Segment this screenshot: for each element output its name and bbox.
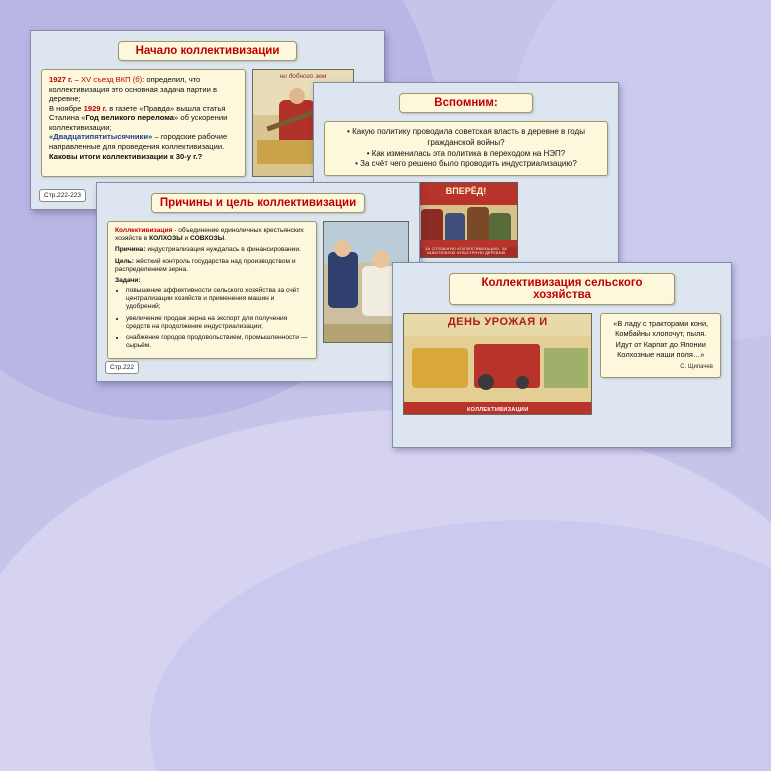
slide-title: Начало коллективизации <box>118 41 297 61</box>
slide3-task-3: • снабжение городов продовольствием, промышленности — сырьём. <box>126 334 309 350</box>
slide2-question-3: • За счёт чего решено было проводить индустриализацию? <box>355 159 577 169</box>
slide2-poster-caption: ЗА СПЛОШНУЮ КОЛЛЕКТИВИЗАЦИЮ, ЗА ЗАЖИТОЧНУЮ КУЛЬТУРНУЮ ДЕРЕВНЮ <box>415 247 517 257</box>
slide2-questions-box <box>324 121 608 176</box>
slide1-line-4: Каковы итоги коллективизации к 30-у г.? <box>49 151 203 161</box>
slide1-line-1: 1927 г. – XV съезд ВКП (б): определил, что коллективизация это основная задача партии в деревне; <box>49 75 217 104</box>
slide4-verse-line-4: Колхозные наши поля…» <box>617 350 705 360</box>
slide4-poster-caption: КОЛЛЕКТИВИЗАЦИИ <box>404 406 591 414</box>
slide2-question-1: • Какую политику проводила советская власть в деревне в годы гражданской войны? <box>347 127 585 147</box>
slide3-task-1: • повышение эффективности сельского хозяйства за счёт централизации хозяйств и применения машин и удобрений; <box>126 287 309 312</box>
slide1-line-3: «Двадцатипятитысячники» – городские рабочие направленные для проведения коллективизации. <box>49 132 228 151</box>
slide3-reason: Причина: индустриализация нуждалась в финансировании. <box>115 246 301 254</box>
slide3-page-ref: Стр.222 <box>105 361 139 374</box>
slide3-task-2: • увеличение продаж зерна на экспорт для получения средств на продолжение индустриализации; <box>126 315 309 331</box>
slide1-line-2: В ноябре 1929 г. в газете «Правда» вышла статья Сталина «Год великого перелома» об ускорении коллективизации; <box>49 103 228 132</box>
slide4-poster-image <box>403 313 592 415</box>
slide4-verse-author: С. Щипачев <box>680 364 713 371</box>
slide4-verse-line-3: Идут от Карпат до Японии <box>615 339 706 349</box>
slide3-goal: Цель: жёсткий контроль государства над производством и распределением зерна. <box>115 257 296 273</box>
slide4-verse-line-1: «В ладу с тракторами кони, <box>613 319 709 328</box>
slide3-tasks-label: Задачи: <box>115 276 141 284</box>
slide2-poster-title: ВПЕРЁД! <box>445 186 487 197</box>
slide3-definition-term: Коллективизация <box>115 227 173 234</box>
slide4-verse-line-2: Комбайны хлопочут, пыля. <box>615 329 707 339</box>
slide2-question-2: • Как изменилась эта политика в переходом на НЭП? <box>366 148 566 158</box>
slide1-text-box <box>41 69 246 177</box>
slide4-poster-title: ДЕНЬ УРОЖАЯ И <box>447 316 548 328</box>
slide4-verse-box <box>600 313 721 378</box>
slide1-page-ref: Стр.222-223 <box>39 189 86 202</box>
slide3-tasks-list <box>115 287 309 350</box>
slide3-definition: Коллективизация - объединение единоличных крестьянских хозяйств в КОЛХОЗЫ и СОВХОЗЫ. <box>115 227 304 243</box>
slide2-poster-image <box>414 182 518 258</box>
slide-title: Вспомним: <box>399 93 533 113</box>
slide3-text-box <box>107 221 317 359</box>
slide-prichiny-i-cel[interactable] <box>96 182 420 382</box>
slide-title: Коллективизация сельского хозяйства <box>449 273 675 305</box>
slide-kollektivizaciya-selskogo-hozyaystva[interactable] <box>392 262 732 448</box>
slide1-poster-caption: ни добного зем <box>279 73 327 80</box>
slide-title: Причины и цель коллективизации <box>151 193 365 213</box>
